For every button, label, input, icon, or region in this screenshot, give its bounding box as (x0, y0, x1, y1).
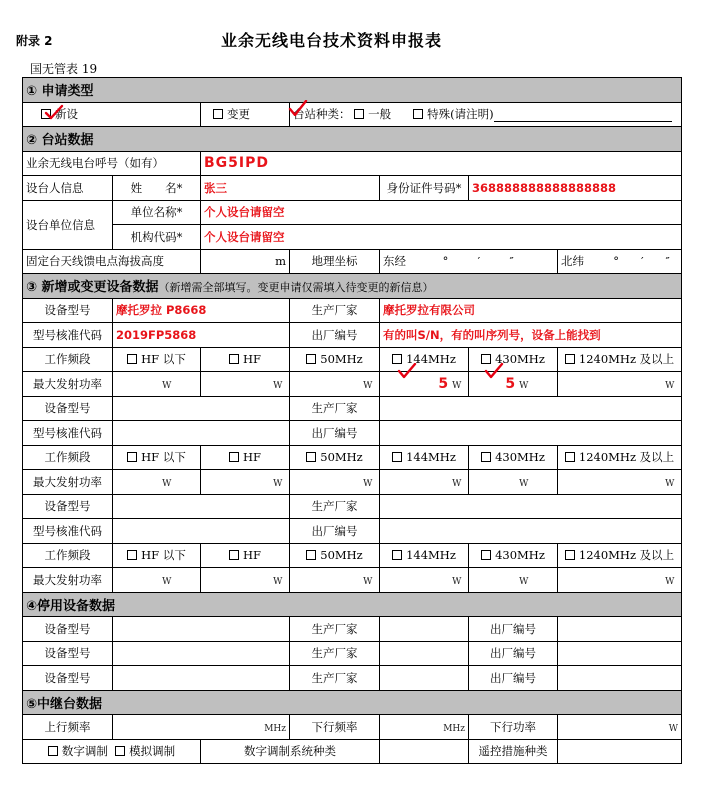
device-3-model-field[interactable] (113, 494, 290, 519)
device-3-manufacturer-field[interactable] (380, 494, 682, 519)
new-option[interactable]: 新设 (23, 102, 201, 127)
device-1-manufacturer-field[interactable]: 摩托罗拉有限公司 (380, 298, 682, 323)
device-3-serial-label: 出厂编号 (290, 519, 380, 544)
change-option[interactable]: 变更 (201, 102, 290, 127)
org-code-value: 个人设台请留空 (204, 229, 285, 244)
stopped-serial-3[interactable] (558, 666, 682, 691)
callsign-label: 业余无线电台呼号（如有） (23, 151, 201, 176)
owner-info-label: 设台人信息 (23, 176, 113, 201)
stopped-model-2[interactable] (113, 641, 290, 666)
device-2-model-field[interactable] (113, 396, 290, 421)
stopped-manufacturer-1[interactable] (380, 617, 469, 642)
device-2-serial-label: 出厂编号 (290, 421, 380, 446)
application-type-row (23, 102, 682, 127)
id-field[interactable] (469, 176, 682, 201)
latitude-field[interactable]: 北纬 ° ′ ″ (558, 249, 682, 274)
device-2-serial-field[interactable] (380, 421, 682, 446)
appendix-label: 附录 2 (16, 34, 53, 48)
general-label: 一般 (368, 107, 392, 122)
change-checkbox[interactable] (213, 109, 223, 119)
device-3-approval-label: 型号核准代码 (23, 519, 113, 544)
callsign-value: BG5IPD (204, 155, 269, 172)
name-label: 姓 名* (113, 176, 201, 201)
special-label: 特殊(请注明) (427, 107, 494, 122)
new-checkbox[interactable] (41, 109, 51, 119)
device-2-manufacturer-label: 生产厂家 (290, 396, 380, 421)
device-3-serial-field[interactable] (380, 519, 682, 544)
section-5-header: ⑤中继台数据 (23, 690, 682, 715)
stopped-serial-1[interactable] (558, 617, 682, 642)
special-checkbox[interactable] (413, 109, 423, 119)
device-2-manufacturer-field[interactable] (380, 396, 682, 421)
unit-info-label: 设台单位信息 (23, 200, 113, 249)
device-3-band-row: 工作频段 HF 以下 HF 50MHz 144MHz 430MHz 1240MHz 及以上 (23, 543, 682, 568)
device-3-model-label: 设备型号 (23, 494, 113, 519)
device-2-approval-field[interactable] (113, 421, 290, 446)
device-2-approval-label: 型号核准代码 (23, 421, 113, 446)
device-1-power-430[interactable]: 5 W (469, 372, 558, 397)
org-code-field[interactable] (201, 225, 682, 250)
section-3-header: ③ 新增或变更设备数据（新增需全部填写。变更申请仅需填入待变更的新信息） (23, 274, 682, 299)
device-2-band-row: 工作频段 HF 以下 HF 50MHz 144MHz 430MHz 1240MHz 及以上 (23, 445, 682, 470)
device-1-serial-field[interactable]: 有的叫S/N，有的叫序列号，设备上能找到 (380, 323, 682, 348)
geo-coord-label: 地理坐标 (290, 249, 380, 274)
id-label: 身份证件号码* (380, 176, 469, 201)
device-1-144-checkbox[interactable] (392, 354, 402, 364)
device-1-430-checkbox[interactable] (481, 354, 491, 364)
station-type-cell (290, 102, 682, 127)
uplink-freq-field[interactable]: MHz (113, 715, 290, 740)
digital-system-field[interactable] (380, 739, 469, 764)
downlink-freq-field[interactable]: MHz (380, 715, 469, 740)
form-number: 国无管表 19 (30, 62, 98, 76)
device-1-manufacturer-label: 生产厂家 (290, 298, 380, 323)
stopped-model-1[interactable] (113, 617, 290, 642)
device-1-model-field[interactable]: 摩托罗拉 P8668 (113, 298, 290, 323)
device-1-power-row: 最大发射功率 W W W 5 W 5 W W (23, 372, 682, 397)
name-value: 张三 (204, 180, 227, 195)
device-1-band-row: 工作频段 HF 以下 HF 50MHz 144MHz 430MHz 1240MHz 及以上 (23, 347, 682, 372)
section-4-header: ④停用设备数据 (23, 592, 682, 617)
device-1-power-144[interactable]: 5 W (380, 372, 469, 397)
analog-mod-checkbox[interactable] (115, 746, 125, 756)
special-note-field[interactable] (494, 111, 672, 122)
form-title: 业余无线电台技术资料申报表 (221, 31, 443, 50)
stopped-model-3[interactable] (113, 666, 290, 691)
stopped-manufacturer-3[interactable] (380, 666, 469, 691)
device-3-power-row: 最大发射功率 W W W W W W (23, 568, 682, 593)
unit-name-label: 单位名称* (113, 200, 201, 225)
callsign-field[interactable] (201, 151, 682, 176)
device-2-power-row: 最大发射功率 W W W W W W (23, 470, 682, 495)
downlink-power-field[interactable]: W (558, 715, 682, 740)
general-checkbox[interactable] (354, 109, 364, 119)
digital-mod-checkbox[interactable] (48, 746, 58, 756)
unit-name-field[interactable] (201, 200, 682, 225)
device-2-model-label: 设备型号 (23, 396, 113, 421)
device-1-approval-label: 型号核准代码 (23, 323, 113, 348)
org-code-label: 机构代码* (113, 225, 201, 250)
id-value: 368888888888888888 (472, 180, 617, 195)
application-form: ① 申请类型 新设 变更 台站种类： 一般 特殊(请注明) ② 台站数据 业余无线电台呼号（如有） BG5IPD 设台人信息 姓 名* 张三 身份证件号码* 368888888888888888 设台单位信息 单位名称* 个人设台请留空 机构代码* 个人设台请留空 固定台天线馈电点海拔高度 m 地理坐标 东经 ° ′ ″ 北纬 ° ′ ″ ③ 新增或变更设备数据（新增需全部填写。变更申请仅需填入待变更的新信息） 设备型号 摩托罗拉 P8668 生产厂家 摩托罗拉有限公司 型号核准代码 2019FP5868 出厂编号 有的叫S/N，有的叫序列号，设备上能找到 工作频段 HF 以下 HF 50MHz 144MHz 430MHz 1240MHz 及以上 最大发射功率 W W W 5 W 5 W W 设备型号 生产厂家 型号核准代码 出厂编号 工作频段 HF 以下 HF 50MHz 144MHz 430MHz 1240MHz 及以上 最大发射功率 W W W W W W 设备型号 生产厂家 型号核准代码 出厂编号 工作频段 HF 以下 HF 50MHz 144MHz 430MHz 1240MHz 及以上 最大发射功率 W W W W W W ④停用设备数据 设备型号 生产厂家 出厂编号 设备型号 生产厂家 出厂编号 设备型号 生产厂家 出厂编号 ⑤中继台数据 上行频率 MHz 下行频率 MHz 下行功率 W 数字调制 模拟调制 数字调制系统种类 遥控措施种类 (22, 77, 682, 764)
stopped-serial-2[interactable] (558, 641, 682, 666)
section-3-note: （新增需全部填写。变更申请仅需填入待变更的新信息） (158, 281, 434, 295)
stopped-manufacturer-2[interactable] (380, 641, 469, 666)
device-1-serial-label: 出厂编号 (290, 323, 380, 348)
name-field[interactable] (201, 176, 380, 201)
section-2-header: ② 台站数据 (23, 127, 682, 152)
station-type-label: 台站种类： (293, 107, 351, 122)
antenna-height-field[interactable]: m (201, 249, 290, 274)
remote-control-field[interactable] (558, 739, 682, 764)
device-3-approval-field[interactable] (113, 519, 290, 544)
longitude-field[interactable]: 东经 ° ′ ″ (380, 249, 558, 274)
section-1-header: ① 申请类型 (23, 78, 682, 103)
device-1-model-label: 设备型号 (23, 298, 113, 323)
device-1-approval-field[interactable]: 2019FP5868 (113, 323, 290, 348)
antenna-height-label: 固定台天线馈电点海拔高度 (23, 249, 201, 274)
device-3-manufacturer-label: 生产厂家 (290, 494, 380, 519)
unit-name-value: 个人设台请留空 (204, 205, 285, 220)
modulation-options: 数字调制 模拟调制 (23, 739, 201, 764)
